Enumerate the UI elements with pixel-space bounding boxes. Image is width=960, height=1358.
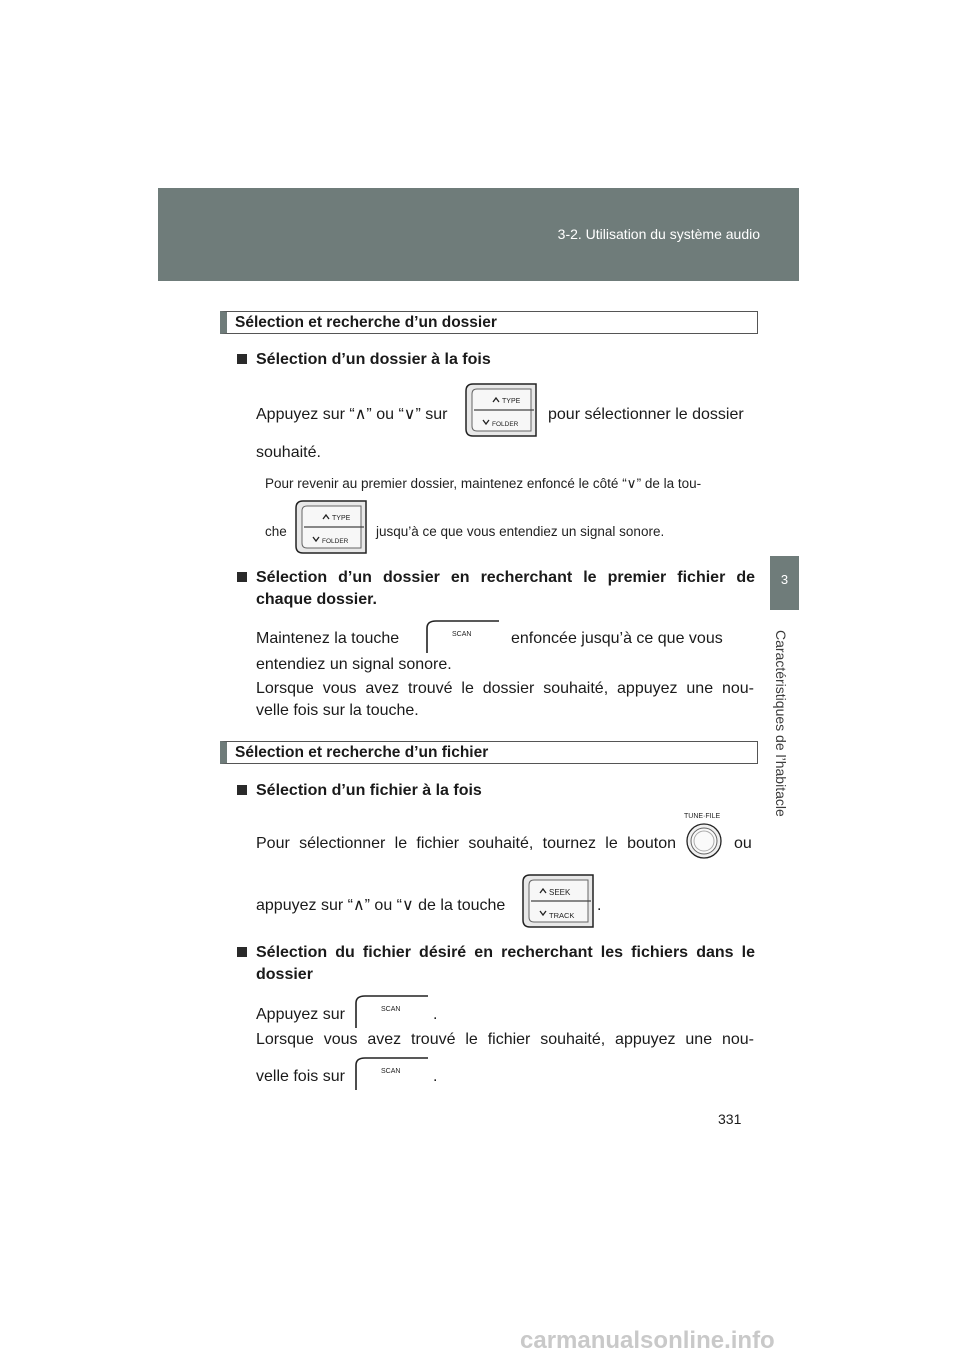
square-bullet-icon bbox=[237, 785, 247, 795]
button-label: TYPE bbox=[332, 515, 351, 522]
item-heading bbox=[237, 566, 755, 590]
item-heading bbox=[237, 348, 491, 372]
section-heading-file bbox=[220, 741, 758, 764]
note-text: che bbox=[265, 524, 287, 539]
chapter-title: 3-2. Utilisation du système audio bbox=[557, 226, 760, 242]
square-bullet-icon bbox=[237, 572, 247, 582]
section-heading-folder bbox=[220, 311, 758, 334]
body-text: Pour sélectionner le fichier souhaité, tournez le bouton bbox=[256, 835, 676, 852]
body-text: ou bbox=[734, 835, 752, 852]
button-label: SCAN bbox=[381, 1068, 401, 1075]
body-text: velle fois sur la touche. bbox=[256, 702, 419, 719]
side-tab-number: 3 bbox=[780, 572, 789, 587]
body-text: velle fois sur bbox=[256, 1068, 345, 1085]
button-label: SCAN bbox=[452, 631, 472, 638]
body-text: pour sélectionner le dossier bbox=[548, 406, 744, 423]
item-heading-text: dossier bbox=[256, 966, 313, 983]
button-label: TYPE bbox=[502, 398, 521, 405]
scan-button-icon bbox=[355, 995, 429, 1029]
scan-button-icon bbox=[426, 620, 500, 654]
body-text: Lorsque vous avez trouvé le dossier souhaité, appuyez une nou- bbox=[256, 680, 754, 697]
body-text: Appuyez sur bbox=[256, 1006, 345, 1023]
item-heading-text: Sélection d’un dossier à la fois bbox=[256, 351, 491, 368]
item-heading-text: Sélection du fichier désiré en recherchant les fichiers dans le bbox=[256, 944, 755, 961]
body-text: . bbox=[433, 1006, 438, 1023]
note-text: Pour revenir au premier dossier, maintenez enfoncé le côté “∨” de la tou- bbox=[265, 476, 702, 491]
section-title: Sélection et recherche d’un fichier bbox=[235, 744, 489, 761]
seek-track-button-icon bbox=[522, 874, 594, 928]
type-folder-button-icon bbox=[465, 383, 537, 437]
type-folder-button-icon bbox=[295, 500, 367, 554]
button-label: TUNE·FILE bbox=[684, 813, 721, 820]
body-text: Maintenez la touche bbox=[256, 630, 400, 647]
button-label: SEEK bbox=[549, 888, 571, 897]
body-text: . bbox=[433, 1068, 438, 1085]
item-heading bbox=[237, 941, 755, 965]
body-text: Lorsque vous avez trouvé le fichier souhaité, appuyez une nou- bbox=[256, 1031, 754, 1048]
button-label: FOLDER bbox=[492, 421, 519, 428]
body-text: appuyez sur “∧” ou “∨ de la touche bbox=[256, 897, 506, 914]
side-tab-label: Caractéristiques de l’habitacle bbox=[773, 630, 789, 817]
item-heading-text: chaque dossier. bbox=[256, 591, 377, 608]
body-text: enfoncée jusqu’à ce que vous bbox=[511, 630, 723, 647]
button-label: TRACK bbox=[549, 911, 575, 920]
square-bullet-icon bbox=[237, 947, 247, 957]
item-heading-text: Sélection d’un dossier en recherchant le premier fichier de bbox=[256, 569, 755, 586]
square-bullet-icon bbox=[237, 354, 247, 364]
page-number: 331 bbox=[718, 1111, 742, 1127]
watermark-link[interactable]: carmanualsonline.info bbox=[520, 1327, 775, 1354]
body-text: . bbox=[597, 897, 602, 914]
scan-button-icon bbox=[355, 1057, 429, 1091]
tune-file-knob-icon bbox=[684, 811, 724, 859]
section-title: Sélection et recherche d’un dossier bbox=[235, 314, 497, 331]
body-text: souhaité. bbox=[256, 444, 321, 461]
item-heading bbox=[237, 779, 482, 803]
item-heading-text: Sélection d’un fichier à la fois bbox=[256, 782, 482, 799]
note-text: jusqu’à ce que vous entendiez un signal sonore. bbox=[376, 524, 665, 539]
button-label: SCAN bbox=[381, 1006, 401, 1013]
button-label: FOLDER bbox=[322, 538, 349, 545]
body-text: Appuyez sur “∧” ou “∨” sur bbox=[256, 406, 448, 423]
body-text: entendiez un signal sonore. bbox=[256, 656, 452, 673]
